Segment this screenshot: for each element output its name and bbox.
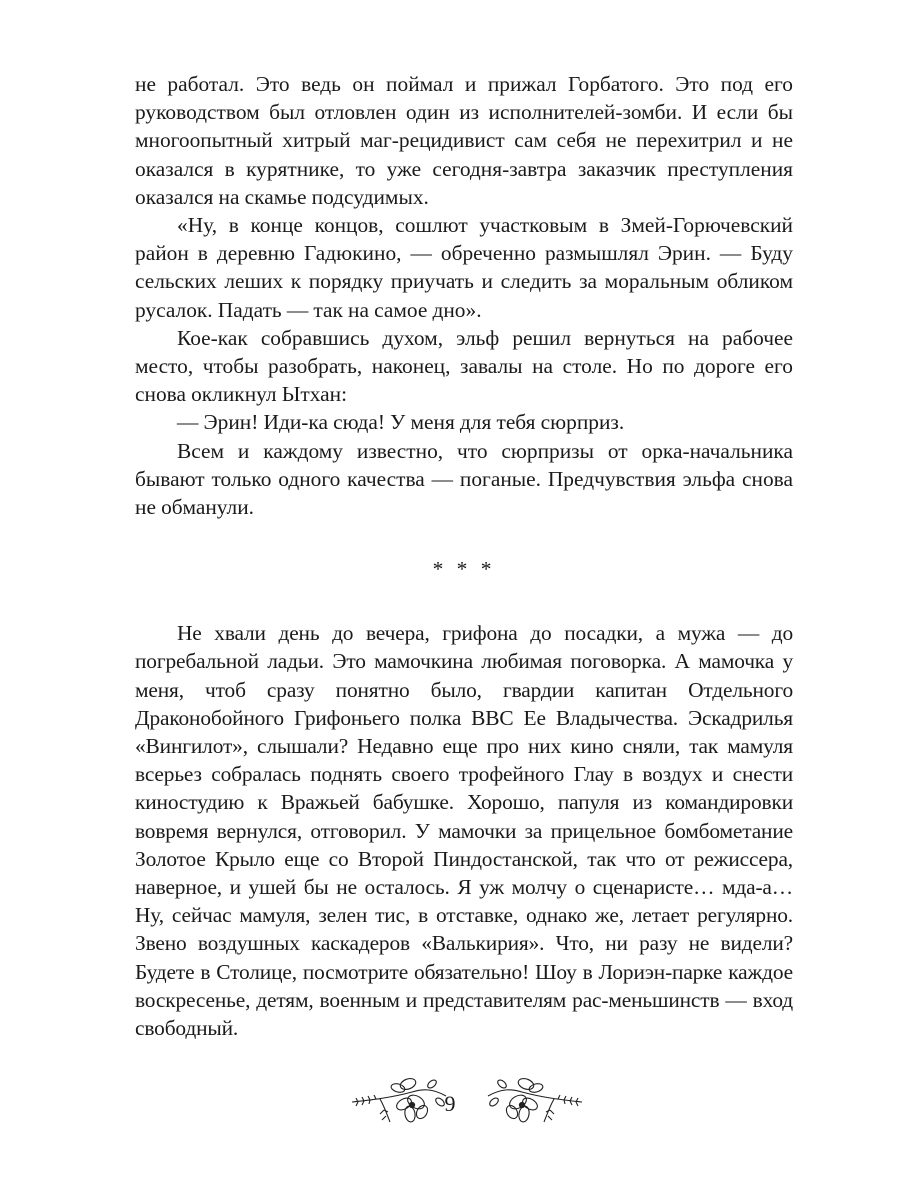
paragraph-new-section: Не хвали день до вечера, грифона до посадки, а мужа — до погребальной ладьи. Это мамочкина любимая поговорка. А мамочка у меня, чтоб сразу понятно было, гвардии капитан Отдельного Драконобойного Грифоньего полка ВВС Ее Владычества. Эскадрилья «Вингилот», слышали? Недавно еще про них кино сняли, так мамуля всерьез собралась поднять своего трофейного Глау в воздух и снести киностудию к Вражьей бабушке. Хорошо, папуля из командировки вовремя вернулся, отговорил. У мамочки за прицельное бомбометание Золотое Крыло еще со Второй Пиндостанской, так что от режиссера, наверное, и ушей бы не осталось. Я уж молчу о сценаристе… мда-а… Ну, сейчас мамуля, зелен тис, в отставке, однако же, летает регулярно. Звено воздушных каскадеров «Валькирия». Что, ни разу не видели? Будете в Столице, посмотрите обязательно! Шоу в Лориэн-парке каждое воскресенье, детям, военным и представителям рас-меньшинств — вход свободный. [135, 621, 793, 1041]
paragraph-erin-thoughts: «Ну, в конце концов, сошлют участковым в Змей-Горючевский район в деревню Гадюкино, — обреченно размышлял Эрин. — Буду сельских леших к порядку приучать и следить за моральным обликом русалок. Падать — так на самое дно». [135, 213, 793, 322]
page-footer [0, 1072, 900, 1142]
paragraph-back-to-desk: Кое-как собравшись духом, эльф решил вернуться на рабочее место, чтобы разобрать, наконец, завалы на столе. Но по дороге его снова окликнул Ытхан: [135, 325, 793, 407]
magnolia-branch-ornament-right-icon [484, 1072, 584, 1130]
section-separator: * * * [432, 557, 496, 582]
page-number: 9 [444, 1091, 456, 1116]
paragraph-continuation: не работал. Это ведь он поймал и прижал Горбатого. Это под его руководством был отловлен один из исполнителей-зомби. И если бы многоопытный хитрый маг-рецидивист сам себя не перехитрил и не оказался в курятнике, то уже сегодня-завтра заказчик преступления оказался на скамье подсудимых. [135, 72, 793, 209]
paragraph-dialogue: — Эрин! Иди-ка сюда! У меня для тебя сюрприз. [177, 410, 625, 435]
page-body [135, 70, 793, 1042]
paragraph-surprises: Всем и каждому известно, что сюрпризы от орка-начальника бывают только одного качества — поганые. Предчувствия эльфа снова не обманули. [135, 438, 793, 520]
